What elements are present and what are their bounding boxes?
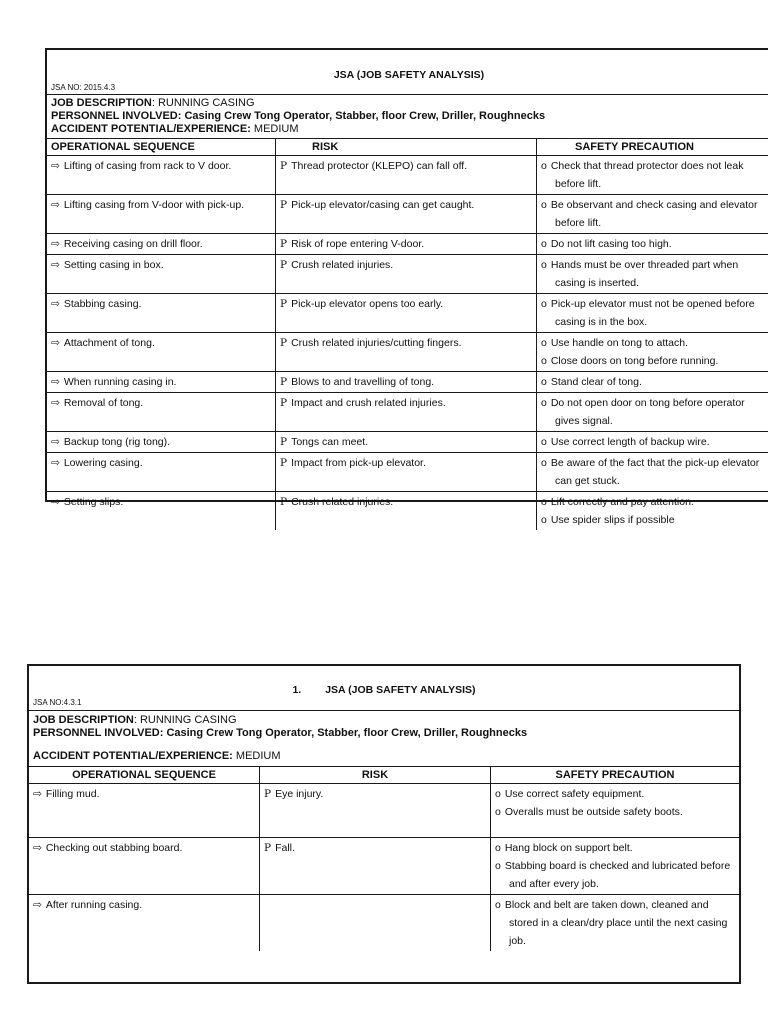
risk-cell [276, 372, 537, 393]
risk-cell [276, 393, 537, 432]
risk-marker-icon: P [280, 397, 288, 409]
precaution-text: gives signal. [555, 415, 613, 427]
precaution-line [495, 839, 735, 857]
risk-cell [276, 234, 537, 255]
table-row [47, 432, 768, 453]
precaution-cell [537, 453, 768, 492]
jsa-title: 1. JSA (JOB SAFETY ANALYSIS) [292, 684, 476, 696]
precaution-text: Use handle on tong to attach. [550, 337, 689, 349]
table-row [29, 895, 739, 952]
risk-text: Risk of rope entering V-door. [291, 238, 425, 250]
bullet-icon: o [541, 160, 547, 172]
sequence-text: Setting slips. [63, 496, 124, 508]
precaution-line [541, 433, 767, 451]
arrow-icon: ⇨ [51, 238, 60, 250]
bullet-icon: o [541, 496, 547, 508]
sequence-text: Removal of tong. [63, 397, 144, 409]
sequence-cell [47, 255, 276, 294]
risk-marker-icon: P [280, 259, 288, 271]
risk-cell [276, 156, 537, 195]
precaution-text: Check that thread protector does not leak [550, 160, 744, 172]
col-risk: RISK [276, 139, 537, 156]
precaution-line [541, 511, 767, 529]
precaution-text: Stabbing board is checked and lubricated before [504, 860, 731, 872]
precaution-line [495, 875, 735, 893]
bullet-icon: o [541, 355, 547, 367]
sequence-text: When running casing in. [63, 376, 177, 388]
risk-cell [276, 294, 537, 333]
precaution-line [541, 175, 767, 193]
col-operational-sequence: OPERATIONAL SEQUENCE [29, 767, 260, 784]
precaution-text: before lift. [555, 217, 602, 229]
precaution-line [541, 454, 767, 472]
bullet-icon: o [541, 376, 547, 388]
risk-marker-icon: P [280, 436, 288, 448]
risk-marker-icon: P [280, 298, 288, 310]
precaution-text: Use correct length of backup wire. [550, 436, 710, 448]
risk-marker-icon: P [280, 337, 288, 349]
arrow-icon: ⇨ [51, 457, 60, 469]
risk-text: Crush related injuries. [291, 259, 394, 271]
risk-text: Tongs can meet. [291, 436, 369, 448]
sequence-cell [47, 453, 276, 492]
risk-marker-icon: P [280, 496, 288, 508]
bullet-icon: o [495, 788, 501, 800]
table-row [47, 156, 768, 195]
sequence-cell [29, 838, 260, 895]
bullet-icon: o [541, 238, 547, 250]
precaution-cell [537, 432, 768, 453]
precaution-text: Pick-up elevator must not be opened before [550, 298, 755, 310]
arrow-icon: ⇨ [33, 842, 42, 854]
precaution-text: can get stuck. [555, 475, 620, 487]
precaution-line [495, 857, 735, 875]
precaution-text: Use correct safety equipment. [504, 788, 645, 800]
jsa-form-2 [27, 664, 741, 984]
col-operational-sequence: OPERATIONAL SEQUENCE [47, 139, 276, 156]
risk-marker-icon: P [280, 160, 288, 172]
precaution-text: Overalls must be outside safety boots. [504, 806, 683, 818]
sequence-cell [47, 372, 276, 393]
precaution-line [495, 932, 735, 950]
risk-marker-icon: P [280, 238, 288, 250]
risk-text: Impact and crush related injuries. [291, 397, 446, 409]
arrow-icon: ⇨ [33, 788, 42, 800]
col-risk: RISK [260, 767, 491, 784]
risk-text: Thread protector (KLEPO) can fall off. [291, 160, 468, 172]
table-row [47, 234, 768, 255]
job-description: JOB DESCRIPTION: RUNNING CASING [51, 97, 255, 109]
precaution-cell [537, 333, 768, 372]
precaution-line [541, 412, 767, 430]
bullet-icon: o [541, 457, 547, 469]
precaution-text: stored in a clean/dry place until the next casing [509, 917, 728, 929]
accident-potential: ACCIDENT POTENTIAL/EXPERIENCE: MEDIUM [33, 750, 281, 762]
precaution-line [541, 352, 767, 370]
sequence-text: Stabbing casing. [63, 298, 142, 310]
bullet-icon: o [541, 397, 547, 409]
precaution-cell [537, 255, 768, 294]
table-row [29, 784, 739, 838]
table-row [47, 294, 768, 333]
sequence-text: After running casing. [45, 899, 143, 911]
bullet-icon: o [541, 298, 547, 310]
precaution-line [541, 196, 767, 214]
risk-text: Pick-up elevator/casing can get caught. [291, 199, 475, 211]
precaution-cell [491, 784, 740, 838]
precaution-text: Hands must be over threaded part when [550, 259, 739, 271]
risk-marker-icon: P [280, 376, 288, 388]
personnel-involved: PERSONNEL INVOLVED: Casing Crew Tong Operator, Stabber, floor Crew, Driller, Roughnecks [33, 727, 528, 739]
table-row [47, 393, 768, 432]
precaution-line [541, 295, 767, 313]
risk-text: Pick-up elevator opens too early. [291, 298, 444, 310]
arrow-icon: ⇨ [51, 298, 60, 310]
sequence-text: Filling mud. [45, 788, 100, 800]
arrow-icon: ⇨ [51, 397, 60, 409]
precaution-line [541, 214, 767, 232]
risk-text: Blows to and travelling of tong. [291, 376, 435, 388]
arrow-icon: ⇨ [51, 199, 60, 211]
jsa-header [47, 50, 768, 94]
precaution-cell [491, 895, 740, 952]
precaution-line [541, 313, 767, 331]
precaution-cell [537, 372, 768, 393]
accident-potential: ACCIDENT POTENTIAL/EXPERIENCE: MEDIUM [51, 123, 299, 135]
jsa-table [29, 766, 739, 951]
personnel-involved: PERSONNEL INVOLVED: Casing Crew Tong Operator, Stabber, floor Crew, Driller, Roughnecks [51, 110, 546, 122]
risk-cell [276, 453, 537, 492]
sequence-text: Checking out stabbing board. [45, 842, 183, 854]
bullet-icon: o [495, 860, 501, 872]
table-row [47, 492, 768, 531]
risk-cell [260, 895, 491, 952]
bullet-icon: o [541, 514, 547, 526]
risk-marker-icon: P [280, 457, 288, 469]
precaution-text: casing is inserted. [555, 277, 640, 289]
precaution-text: job. [509, 935, 526, 947]
jsa-table [47, 138, 768, 530]
col-safety-precaution: SAFETY PRECAUTION [491, 767, 740, 784]
arrow-icon: ⇨ [51, 160, 60, 172]
table-row [29, 838, 739, 895]
jsa-meta [47, 94, 768, 138]
precaution-line [495, 896, 735, 914]
precaution-cell [537, 156, 768, 195]
sequence-text: Receiving casing on drill floor. [63, 238, 203, 250]
arrow-icon: ⇨ [51, 376, 60, 388]
sequence-text: Backup tong (rig tong). [63, 436, 171, 448]
risk-cell [276, 492, 537, 531]
jsa-form-1 [45, 48, 768, 526]
risk-cell [276, 255, 537, 294]
sequence-cell [47, 234, 276, 255]
job-description: JOB DESCRIPTION: RUNNING CASING [33, 714, 237, 726]
bullet-icon: o [495, 842, 501, 854]
jsa-meta [29, 710, 739, 766]
table-row [47, 195, 768, 234]
sequence-text: Lowering casing. [63, 457, 143, 469]
jsa-number: JSA NO:4.3.1 [33, 698, 82, 707]
risk-marker-icon: P [264, 842, 272, 854]
precaution-line [541, 274, 767, 292]
sequence-cell [47, 492, 276, 531]
jsa-title: JSA (JOB SAFETY ANALYSIS) [333, 69, 485, 81]
bullet-icon: o [541, 199, 547, 211]
table-row [47, 372, 768, 393]
sequence-cell [47, 195, 276, 234]
precaution-text: Be aware of the fact that the pick-up elevator [550, 457, 760, 469]
sequence-cell [47, 333, 276, 372]
precaution-line [495, 914, 735, 932]
risk-cell [260, 784, 491, 838]
sequence-cell [29, 784, 260, 838]
precaution-text: Stand clear of tong. [550, 376, 642, 388]
precaution-cell [537, 234, 768, 255]
arrow-icon: ⇨ [33, 899, 42, 911]
risk-marker-icon: P [280, 199, 288, 211]
risk-text: Eye injury. [275, 788, 324, 800]
arrow-icon: ⇨ [51, 259, 60, 271]
jsa-header [29, 666, 739, 710]
precaution-text: Close doors on tong before running. [550, 355, 719, 367]
precaution-cell [537, 195, 768, 234]
bullet-icon: o [495, 899, 501, 911]
sequence-text: Setting casing in box. [63, 259, 164, 271]
precaution-line [541, 235, 767, 253]
precaution-text: Do not lift casing too high. [550, 238, 672, 250]
risk-cell [276, 432, 537, 453]
bullet-icon: o [541, 337, 547, 349]
risk-cell [276, 195, 537, 234]
risk-text: Impact from pick-up elevator. [291, 457, 426, 469]
risk-cell [276, 333, 537, 372]
col-safety-precaution: SAFETY PRECAUTION [537, 139, 768, 156]
jsa-number: JSA NO: 2015.4.3 [51, 83, 116, 92]
precaution-text: Lift correctly and pay attention. [550, 496, 694, 508]
risk-text: Fall. [275, 842, 295, 854]
precaution-cell [537, 294, 768, 333]
sequence-text: Lifting casing from V-door with pick-up. [63, 199, 245, 211]
table-row [47, 333, 768, 372]
risk-cell [260, 838, 491, 895]
sequence-cell [47, 294, 276, 333]
precaution-text: Do not open door on tong before operator [550, 397, 745, 409]
precaution-cell [491, 838, 740, 895]
sequence-text: Attachment of tong. [63, 337, 155, 349]
risk-text: Crush related injuries. [291, 496, 394, 508]
precaution-line [541, 256, 767, 274]
precaution-text: before lift. [555, 178, 602, 190]
precaution-text: Hang block on support belt. [504, 842, 633, 854]
bullet-icon: o [495, 806, 501, 818]
arrow-icon: ⇨ [51, 337, 60, 349]
risk-text: Crush related injuries/cutting fingers. [291, 337, 462, 349]
precaution-cell [537, 492, 768, 531]
precaution-line [541, 373, 767, 391]
sequence-cell [47, 393, 276, 432]
table-row [47, 255, 768, 294]
bullet-icon: o [541, 436, 547, 448]
precaution-line [541, 472, 767, 490]
precaution-text: Use spider slips if possible [550, 514, 675, 526]
sequence-cell [29, 895, 260, 952]
precaution-line [541, 394, 767, 412]
precaution-text: Be observant and check casing and elevator [550, 199, 758, 211]
precaution-line [541, 493, 767, 511]
precaution-text: casing is in the box. [555, 316, 648, 328]
sequence-text: Lifting of casing from rack to V door. [63, 160, 232, 172]
risk-marker-icon: P [264, 788, 272, 800]
precaution-line [541, 334, 767, 352]
precaution-text: Block and belt are taken down, cleaned and [504, 899, 709, 911]
precaution-line [495, 803, 735, 821]
precaution-line [495, 785, 735, 803]
sequence-cell [47, 432, 276, 453]
precaution-cell [537, 393, 768, 432]
arrow-icon: ⇨ [51, 436, 60, 448]
precaution-line [541, 157, 767, 175]
precaution-text: and after every job. [509, 878, 599, 890]
arrow-icon: ⇨ [51, 496, 60, 508]
sequence-cell [47, 156, 276, 195]
bullet-icon: o [541, 259, 547, 271]
table-row [47, 453, 768, 492]
